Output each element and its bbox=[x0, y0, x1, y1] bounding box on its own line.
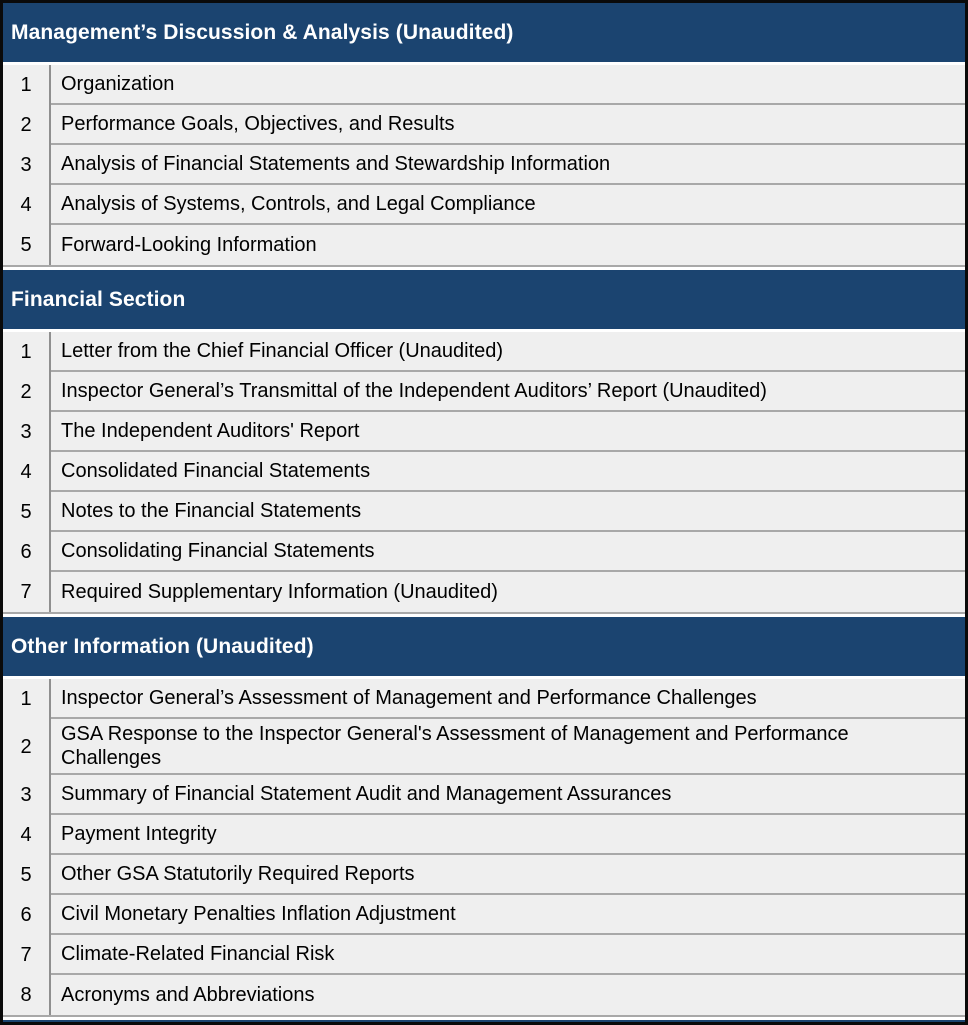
table-row bbox=[3, 895, 965, 935]
row-title: Payment Integrity bbox=[51, 815, 965, 855]
table-row bbox=[3, 225, 965, 265]
toc-section bbox=[3, 270, 965, 614]
row-title: The Independent Auditors' Report bbox=[51, 412, 965, 452]
section-title: Management’s Discussion & Analysis (Unaudited) bbox=[11, 20, 514, 44]
section-title: Other Information (Unaudited) bbox=[11, 634, 314, 658]
row-number: 4 bbox=[3, 185, 51, 225]
row-title: Summary of Financial Statement Audit and Management Assurances bbox=[51, 775, 965, 815]
toc-section bbox=[3, 3, 965, 267]
section-rows bbox=[3, 679, 965, 1017]
table-row bbox=[3, 492, 965, 532]
table-row bbox=[3, 719, 965, 775]
row-number: 7 bbox=[3, 572, 51, 612]
row-number: 7 bbox=[3, 935, 51, 975]
row-title: Acronyms and Abbreviations bbox=[61, 984, 315, 1006]
section-header bbox=[3, 3, 965, 62]
table-row bbox=[3, 935, 965, 975]
table-row bbox=[3, 452, 965, 492]
row-number: 1 bbox=[3, 65, 51, 105]
table-row bbox=[3, 145, 965, 185]
row-title: Letter from the Chief Financial Officer (Unaudited) bbox=[51, 332, 965, 372]
row-number: 8 bbox=[3, 975, 51, 1015]
table-row bbox=[3, 412, 965, 452]
table-row bbox=[3, 679, 965, 719]
row-title: GSA Response to the Inspector General's Assessment of Management and Performance Challenges bbox=[51, 719, 965, 775]
row-title: Forward-Looking Information bbox=[61, 234, 317, 256]
table-row bbox=[3, 332, 965, 372]
row-title: Consolidating Financial Statements bbox=[51, 532, 965, 572]
row-number: 1 bbox=[3, 679, 51, 719]
next-section-band-truncated bbox=[3, 1020, 965, 1025]
row-title: Other GSA Statutorily Required Reports bbox=[51, 855, 965, 895]
table-row bbox=[3, 572, 965, 612]
row-number: 4 bbox=[3, 815, 51, 855]
table-row bbox=[3, 372, 965, 412]
section-rows bbox=[3, 332, 965, 614]
table-row bbox=[3, 65, 965, 105]
row-number: 2 bbox=[3, 719, 51, 775]
table-row bbox=[3, 775, 965, 815]
row-title: Required Supplementary Information (Unaudited) bbox=[61, 581, 498, 603]
row-title: Consolidated Financial Statements bbox=[51, 452, 965, 492]
row-number: 5 bbox=[3, 855, 51, 895]
table-row bbox=[3, 185, 965, 225]
row-number: 1 bbox=[3, 332, 51, 372]
table-row bbox=[3, 855, 965, 895]
table-row bbox=[3, 532, 965, 572]
row-number: 3 bbox=[3, 775, 51, 815]
table-row bbox=[3, 975, 965, 1015]
row-title: Civil Monetary Penalties Inflation Adjustment bbox=[51, 895, 965, 935]
row-number: 4 bbox=[3, 452, 51, 492]
section-header bbox=[3, 270, 965, 329]
row-title: Inspector General’s Transmittal of the Independent Auditors’ Report (Unaudited) bbox=[51, 372, 965, 412]
row-number: 2 bbox=[3, 372, 51, 412]
row-title: Inspector General’s Assessment of Management and Performance Challenges bbox=[51, 679, 965, 719]
row-number: 6 bbox=[3, 532, 51, 572]
section-title: Financial Section bbox=[11, 287, 186, 311]
table-row bbox=[3, 815, 965, 855]
row-title: Performance Goals, Objectives, and Results bbox=[51, 105, 965, 145]
row-number: 3 bbox=[3, 145, 51, 185]
toc-section bbox=[3, 617, 965, 1017]
row-title: Climate-Related Financial Risk bbox=[51, 935, 965, 975]
row-title: Analysis of Financial Statements and Stewardship Information bbox=[51, 145, 965, 185]
row-number: 5 bbox=[3, 225, 51, 265]
row-number: 6 bbox=[3, 895, 51, 935]
row-number: 5 bbox=[3, 492, 51, 532]
section-header bbox=[3, 617, 965, 676]
row-title: Organization bbox=[51, 65, 965, 105]
row-number: 3 bbox=[3, 412, 51, 452]
row-title: Notes to the Financial Statements bbox=[51, 492, 965, 532]
table-row bbox=[3, 105, 965, 145]
section-rows bbox=[3, 65, 965, 267]
row-number: 2 bbox=[3, 105, 51, 145]
row-title: Analysis of Systems, Controls, and Legal Compliance bbox=[51, 185, 965, 225]
